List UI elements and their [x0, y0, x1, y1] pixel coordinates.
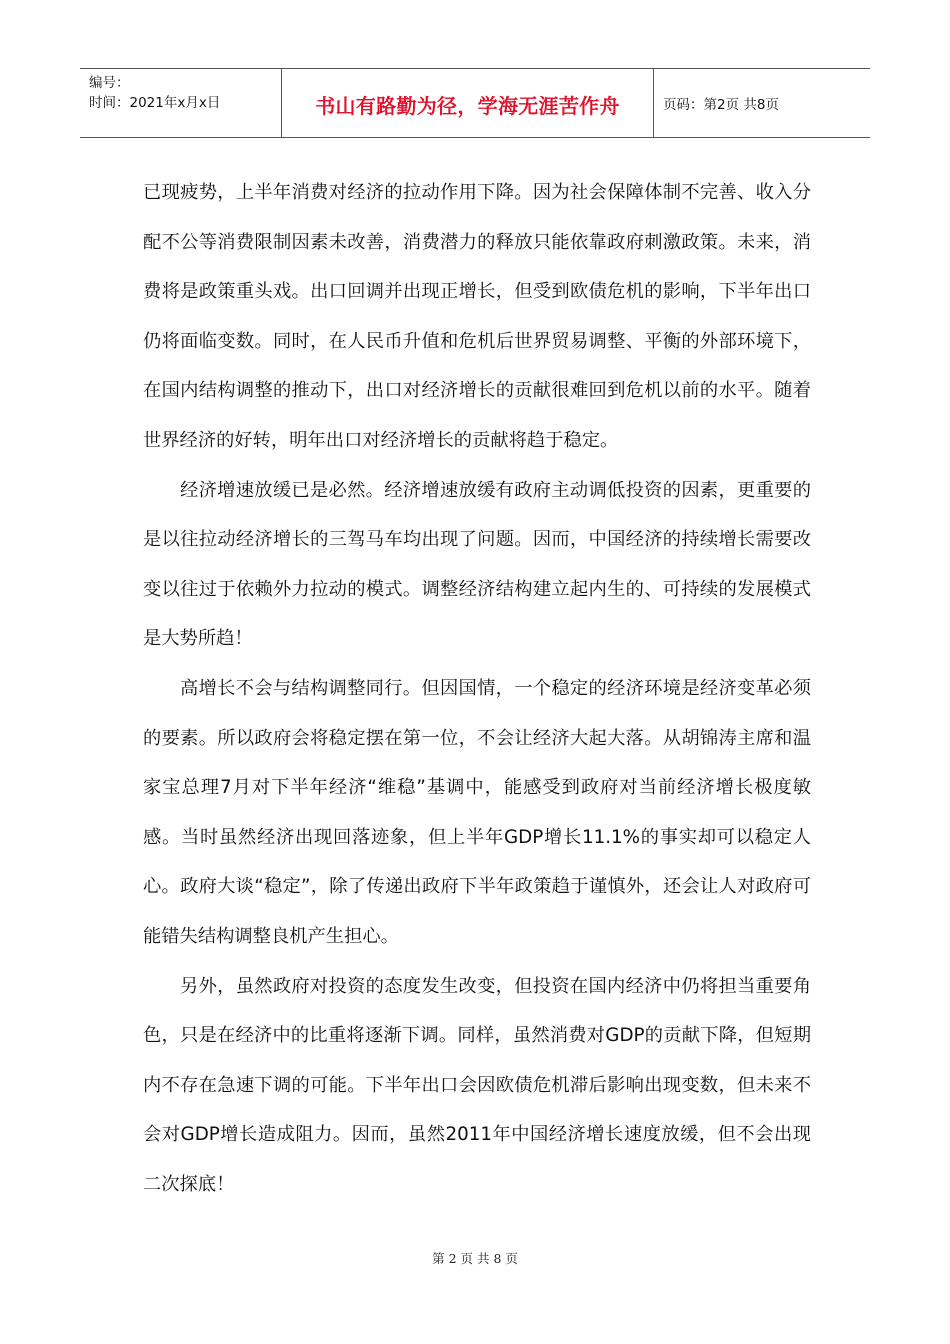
- page-header: [80, 68, 870, 138]
- header-motto-cell: [282, 69, 654, 137]
- document-date: 时间：2021年x月x日: [89, 95, 221, 111]
- body-paragraph-2: 经济增速放缓已是必然。经济增速放缓有政府主动调低投资的因素，更重要的是以往拉动经济增长的三驾马车均出现了问题。因而，中国经济的持续增长需要改变以往过于依赖外力拉动的模式。调整经济结构建立起内生的、可持续的发展模式是大势所趋！: [143, 479, 811, 650]
- body-paragraph-1: 已现疲势，上半年消费对经济的拉动作用下降。因为社会保障体制不完善、收入分配不公等消费限制因素未改善，消费潜力的释放只能依靠政府刺激政策。未来，消费将是政策重头戏。出口回调并出现正增长，但受到欧债危机的影响，下半年出口仍将面临变数。同时，在人民币升值和危机后世界贸易调整、平衡的外部环境下，在国内结构调整的推动下，出口对经济增长的贡献很难回到危机以前的水平。随着世界经济的好转，明年出口对经济增长的贡献将趋于稳定。: [143, 182, 811, 451]
- document-number-label: 编号：: [89, 75, 130, 91]
- page-footer: 第 2 页 共 8 页: [432, 1251, 518, 1266]
- header-page-info: 页码：第2页 共8页: [663, 97, 779, 113]
- body-paragraph-4: 另外，虽然政府对投资的态度发生改变，但投资在国内经济中仍将担当重要角色，只是在经济中的比重将逐渐下调。同样，虽然消费对GDP的贡献下降，但短期内不存在急速下调的可能。下半年出口会因欧债危机滞后影响出现变数，但未来不会对GDP增长造成阻力。因而，虽然2011年中国经济增长速度放缓，但不会出现二次探底！: [143, 975, 811, 1195]
- header-meta-cell: [80, 69, 282, 137]
- header-page-cell: [654, 69, 870, 137]
- document-body: [143, 168, 811, 1209]
- body-paragraph-3: 高增长不会与结构调整同行。但因国情，一个稳定的经济环境是经济变革必须的要素。所以政府会将稳定摆在第一位，不会让经济大起大落。从胡锦涛主席和温家宝总理7月对下半年经济“维稳”基调中，能感受到政府对当前经济增长极度敏感。当时虽然经济出现回落迹象，但上半年GDP增长11.1%的事实却可以稳定人心。政府大谈“稳定”，除了传递出政府下半年政策趋于谨慎外，还会让人对政府可能错失结构调整良机产生担心。: [143, 677, 811, 947]
- header-motto: 书山有路勤为径，学海无涯苦作舟: [315, 93, 620, 118]
